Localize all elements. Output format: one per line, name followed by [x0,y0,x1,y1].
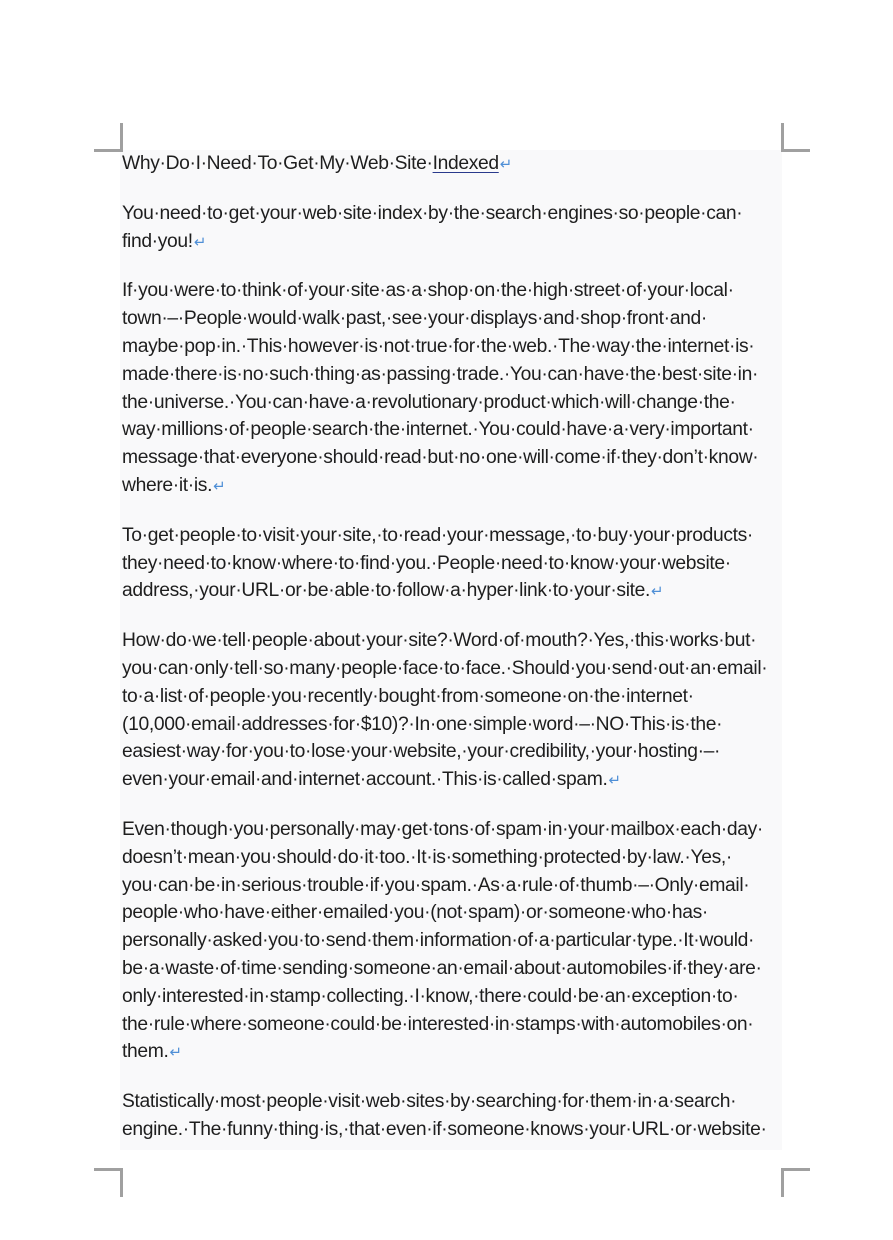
margin-corner-bottom-left [94,1168,123,1197]
text-line: the·rule·where·someone·could·be·interested·in·stamps·with·automobiles·on· [122,1013,754,1035]
text-line: you·can·only·tell·so·many·people·face·to·face.·Should·you·send·out·an·email· [122,657,768,679]
text-line: made·there·is·no·such·thing·as·passing·trade.·You·can·have·the·best·site·in· [122,363,759,385]
document-title[interactable] [122,150,788,179]
text-line: people·who·have·either·emailed·you·(not·spam)·or·someone·who·has· [122,902,708,924]
paragraph[interactable] [122,522,788,606]
text-line: You·need·to·get·your·web·site·index·by·the·search·engines·so·people·can· [122,202,743,224]
text-line: personally·asked·you·to·send·them·information·of·a·particular·type.·It·would· [122,930,755,952]
paragraph-mark-icon: ↵ [169,1044,182,1062]
paragraph[interactable] [122,200,788,257]
title-text: Why·Do·I·Need·To·Get·My·Web·Site· [122,153,433,174]
text-line: to·a·list·of·people·you·recently·bought·from·someone·on·the·internet· [122,685,694,707]
text-line: they·need·to·know·where·to·find·you.·People·need·to·know·your·website· [122,552,731,574]
margin-corner-top-left [94,123,123,152]
text-line: To·get·people·to·visit·your·site,·to·read·your·message,·to·buy·your·products· [122,524,753,546]
text-line: Even·though·you·personally·may·get·tons·of·spam·in·your·mailbox·each·day· [122,818,763,840]
text-line: the·universe.·You·can·have·a·revolutionary·product·which·will·change·the· [122,391,736,413]
text-line: find·you!↵ [122,230,207,252]
text-line: Statistically·most·people·visit·web·sites·by·searching·for·them·in·a·search· [122,1091,737,1113]
paragraph-mark-icon: ↵ [499,156,512,173]
paragraph[interactable] [122,627,788,795]
text-line: easiest·way·for·you·to·lose·your·website,·your·credibility,·your·hosting·–· [122,741,721,763]
text-line: where·it·is.↵ [122,474,226,496]
text-line: way·millions·of·people·search·the·internet.·You·could·have·a·very·important· [122,419,754,441]
text-line: even·your·email·and·internet·account.·This·is·called·spam.↵ [122,769,621,791]
paragraph-mark-icon: ↵ [608,772,621,790]
margin-corner-bottom-right [781,1168,810,1197]
paragraph[interactable] [122,816,788,1067]
document-body[interactable] [122,150,788,1165]
text-line: How·do·we·tell·people·about·your·site?·Word·of·mouth?·Yes,·this·works·but· [122,630,757,652]
margin-corner-top-right [781,123,810,152]
text-line: them.↵ [122,1041,182,1063]
text-line: If·you·were·to·think·of·your·site·as·a·shop·on·the·high·street·of·your·local· [122,280,734,302]
text-line: engine.·The·funny·thing·is,·that·even·if·someone·knows·your·URL·or·website· [122,1118,767,1140]
text-line: town·–·People·would·walk·past,·see·your·displays·and·shop·front·and· [122,308,707,330]
paragraph[interactable] [122,1088,788,1144]
text-line: message·that·everyone·should·read·but·no·one·will·come·if·they·don’t·know· [122,447,759,469]
paragraph[interactable] [122,277,788,500]
text-line: be·a·waste·of·time·sending·someone·an·email·about·automobiles·if·they·are· [122,957,762,979]
title-underlined-word: Indexed [432,153,499,174]
text-line: doesn’t·mean·you·should·do·it·too.·It·is·something·protected·by·law.·Yes,· [122,846,732,868]
text-line: maybe·pop·in.·This·however·is·not·true·for·the·web.·The·way·the·internet·is· [122,335,755,357]
paragraph-mark-icon: ↵ [213,477,226,495]
text-line: (10,000·email·addresses·for·$10)?·In·one·simple·word·–·NO·This·is·the· [122,713,723,735]
text-line: only·interested·in·stamp·collecting.·I·know,·there·could·be·an·exception·to· [122,985,739,1007]
paragraph-mark-icon: ↵ [651,583,664,601]
text-line: you·can·be·in·serious·trouble·if·you·spam.·As·a·rule·of·thumb·–·Only·email· [122,874,750,896]
paragraph-mark-icon: ↵ [193,233,207,251]
text-line: address,·your·URL·or·be·able·to·follow·a·hyper·link·to·your·site.↵ [122,580,664,602]
